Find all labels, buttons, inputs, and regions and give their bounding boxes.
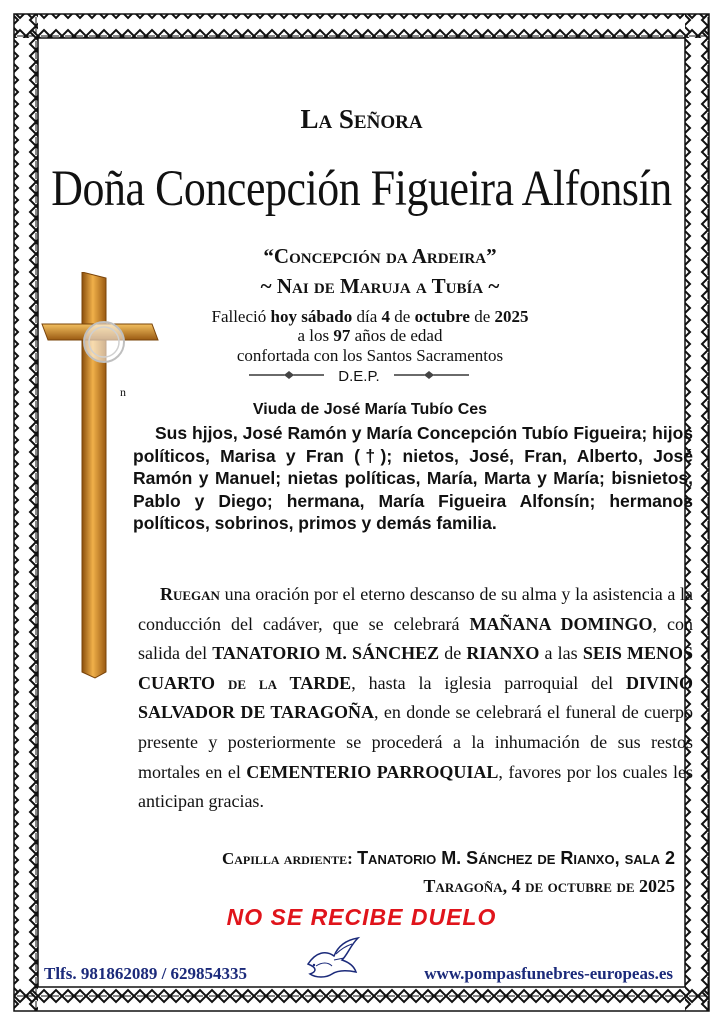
sacraments-line: confortada con los Santos Sacramentos	[236, 346, 504, 365]
nickname: “Concepción da Ardeira”	[263, 244, 497, 268]
death-date-line: Falleció hoy sábado día 4 de octubre de 2025	[211, 307, 529, 326]
widow-line: Viuda de José María Tubío Ces	[252, 401, 488, 418]
dove-icon	[302, 934, 362, 982]
dep-divider	[244, 368, 474, 390]
title-prefix: La Señora	[300, 104, 423, 134]
stray-character: n	[120, 385, 126, 399]
dep-text: D.E.P.	[338, 368, 380, 385]
family-paragraph: Sus hjjos, José Ramón y María Concepción Tubío Figueira; hijos políticos, Marisa y Fran (†); nietos, José, Fran, Alberto, José Ramón y Manuel; nietas políticas, María, Marta y María; bisnietos, Pablo y Diego; hermana, María Figueira Alfonsín; hermanos políticos, sobrinos, primos y demás familia.	[133, 423, 693, 533]
age-line: a los 97 años de edad	[297, 326, 443, 345]
website-link[interactable]: www.pompasfunebres-europeas.es	[424, 964, 673, 983]
relation-line: ~ Nai de Maruja a Tubía ~	[260, 274, 500, 298]
no-condolences-notice: NO SE RECIBE DUELO	[226, 904, 497, 930]
phone-numbers: Tlfs. 981862089 / 629854335	[44, 964, 248, 983]
chapel-line: Capilla ardiente: Tanatorio M. Sánchez de Rianxo, sala 2	[221, 848, 675, 868]
deceased-name: Doña Concepción Figueira Alfonsín	[51, 161, 672, 217]
ceremony-paragraph: Ruegan una oración por el eterno descanso de su alma y la asistencia a la conducción del cadáver, que se celebrará MAÑANA DOMINGO, con salida del TANATORIO M. SÁNCHEZ de RIANXO a las SEIS MENOS CUARTO de la TARDE, hasta la iglesia parroquial del DIVINO SALVADOR DE TARAGOÑA, en donde se celebrará el funeral de cuerpo presente y posteriormente se procederá a la inhumación de sus restos mortales en el CEMENTERIO PARROQUIAL, favores por los cuales les anticipan gracias.	[138, 584, 694, 812]
place-date: Taragoña, 4 de octubre de 2025	[423, 876, 675, 896]
